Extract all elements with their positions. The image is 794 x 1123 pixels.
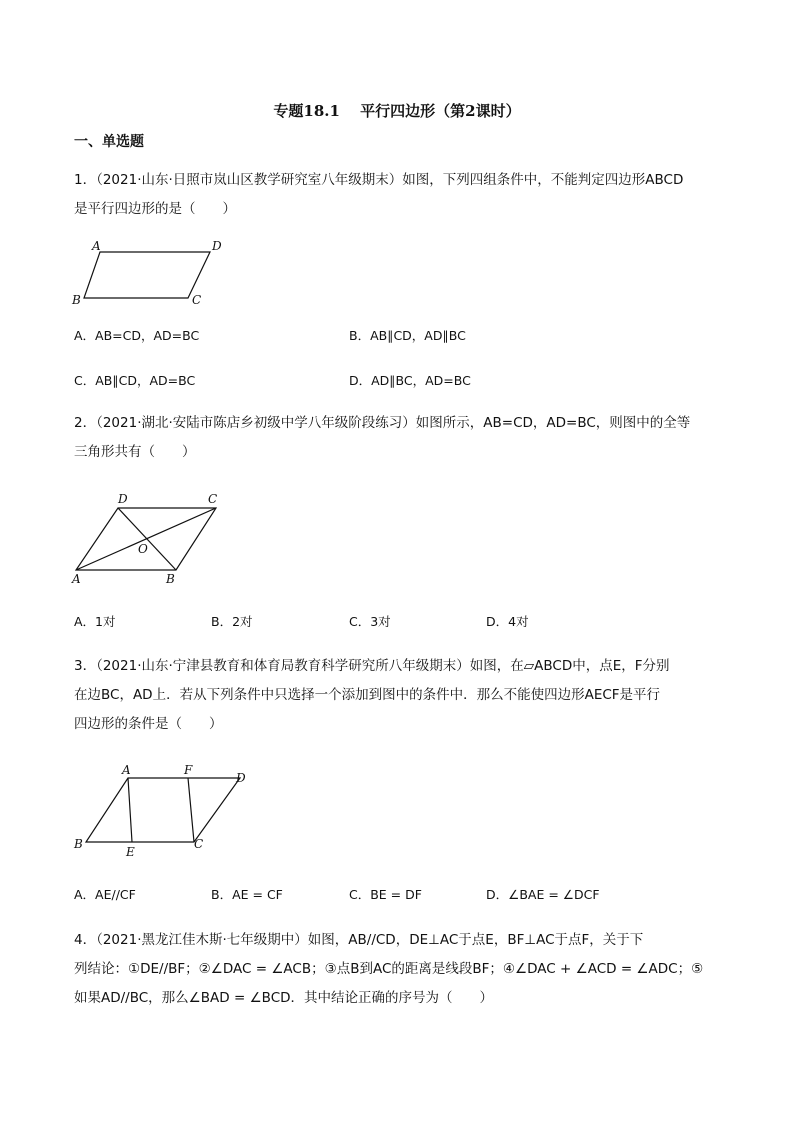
label-b: B xyxy=(72,293,81,307)
q3-option-a[interactable]: A．AE//CF xyxy=(74,887,136,902)
segment-ae xyxy=(128,778,132,842)
label-o: O xyxy=(138,542,148,556)
label-a: A xyxy=(122,763,131,777)
q2-option-c[interactable]: C．3对 xyxy=(349,614,391,629)
label-e: E xyxy=(126,845,135,859)
q2-option-b[interactable]: B．2对 xyxy=(211,614,253,629)
label-d: D xyxy=(212,239,222,253)
diagonal-bd xyxy=(118,508,176,570)
question-3 xyxy=(74,652,734,739)
label-b: B xyxy=(166,572,175,586)
question-3-figure xyxy=(64,760,264,860)
question-3-line-3: 四边形的条件是（ ） xyxy=(74,716,223,732)
q2-option-a[interactable]: A．1对 xyxy=(74,614,116,629)
segment-cf xyxy=(188,778,194,842)
label-d: D xyxy=(118,492,128,506)
question-2-figure xyxy=(64,488,234,588)
question-1-line-2: 是平行四边形的是（ ） xyxy=(74,201,236,217)
question-3-line-1: 3．（2021·山东·宁津县教育和体育局教育科学研究所八年级期末）如图，在▱ABCD中，点E，F分别 xyxy=(74,658,670,674)
q3-option-b[interactable]: B．AE = CF xyxy=(211,887,283,902)
label-f: F xyxy=(184,763,193,777)
section-heading: 一、单选题 xyxy=(74,134,144,150)
question-2-line-2: 三角形共有（ ） xyxy=(74,444,196,460)
label-c: C xyxy=(194,837,204,851)
parallelogram-abcd xyxy=(86,778,240,842)
page-title: 专题18.1 平行四边形（第2课时） xyxy=(273,102,521,120)
question-2 xyxy=(74,409,734,467)
label-b: B xyxy=(74,837,83,851)
question-1 xyxy=(74,166,734,224)
label-c: C xyxy=(192,293,202,307)
q1-option-c[interactable]: C．AB∥CD，AD=BC xyxy=(74,373,196,388)
label-d: D xyxy=(236,771,246,785)
question-3-line-2: 在边BC，AD上．若从下列条件中只选择一个添加到图中的条件中．那么不能使四边形AECF是平行 xyxy=(74,687,661,703)
question-1-line-1: 1．（2021·山东·日照市岚山区教学研究室八年级期末）如图，下列四组条件中，不能判定四边形ABCD xyxy=(74,172,684,188)
q1-option-b[interactable]: B．AB∥CD，AD∥BC xyxy=(349,328,466,343)
question-4-line-3: 如果AD//BC，那么∠BAD = ∠BCD．其中结论正确的序号为（ ） xyxy=(74,990,494,1006)
q1-option-d[interactable]: D．AD∥BC，AD=BC xyxy=(349,373,471,388)
question-2-line-1: 2．（2021·湖北·安陆市陈店乡初级中学八年级阶段练习）如图所示，AB=CD，AD=BC，则图中的全等 xyxy=(74,415,691,431)
question-1-figure xyxy=(64,236,234,308)
q3-option-c[interactable]: C．BE = DF xyxy=(349,887,422,902)
question-4-line-2: 列结论：①DE//BF；②∠DAC = ∠ACB；③点B到AC的距离是线段BF；④∠DAC + ∠ACD = ∠ADC；⑤ xyxy=(74,961,704,977)
question-4 xyxy=(74,926,734,1013)
label-c: C xyxy=(208,492,218,506)
q3-option-d[interactable]: D．∠BAE = ∠DCF xyxy=(486,887,600,902)
question-4-line-1: 4．（2021·黑龙江佳木斯·七年级期中）如图，AB//CD，DE⊥AC于点E，BF⊥AC于点F，关于下 xyxy=(74,932,644,948)
parallelogram-abcd xyxy=(84,252,210,298)
q1-option-a[interactable]: A．AB=CD，AD=BC xyxy=(74,328,200,343)
q2-option-d[interactable]: D．4对 xyxy=(486,614,529,629)
label-a: A xyxy=(72,572,81,586)
label-a: A xyxy=(92,239,101,253)
